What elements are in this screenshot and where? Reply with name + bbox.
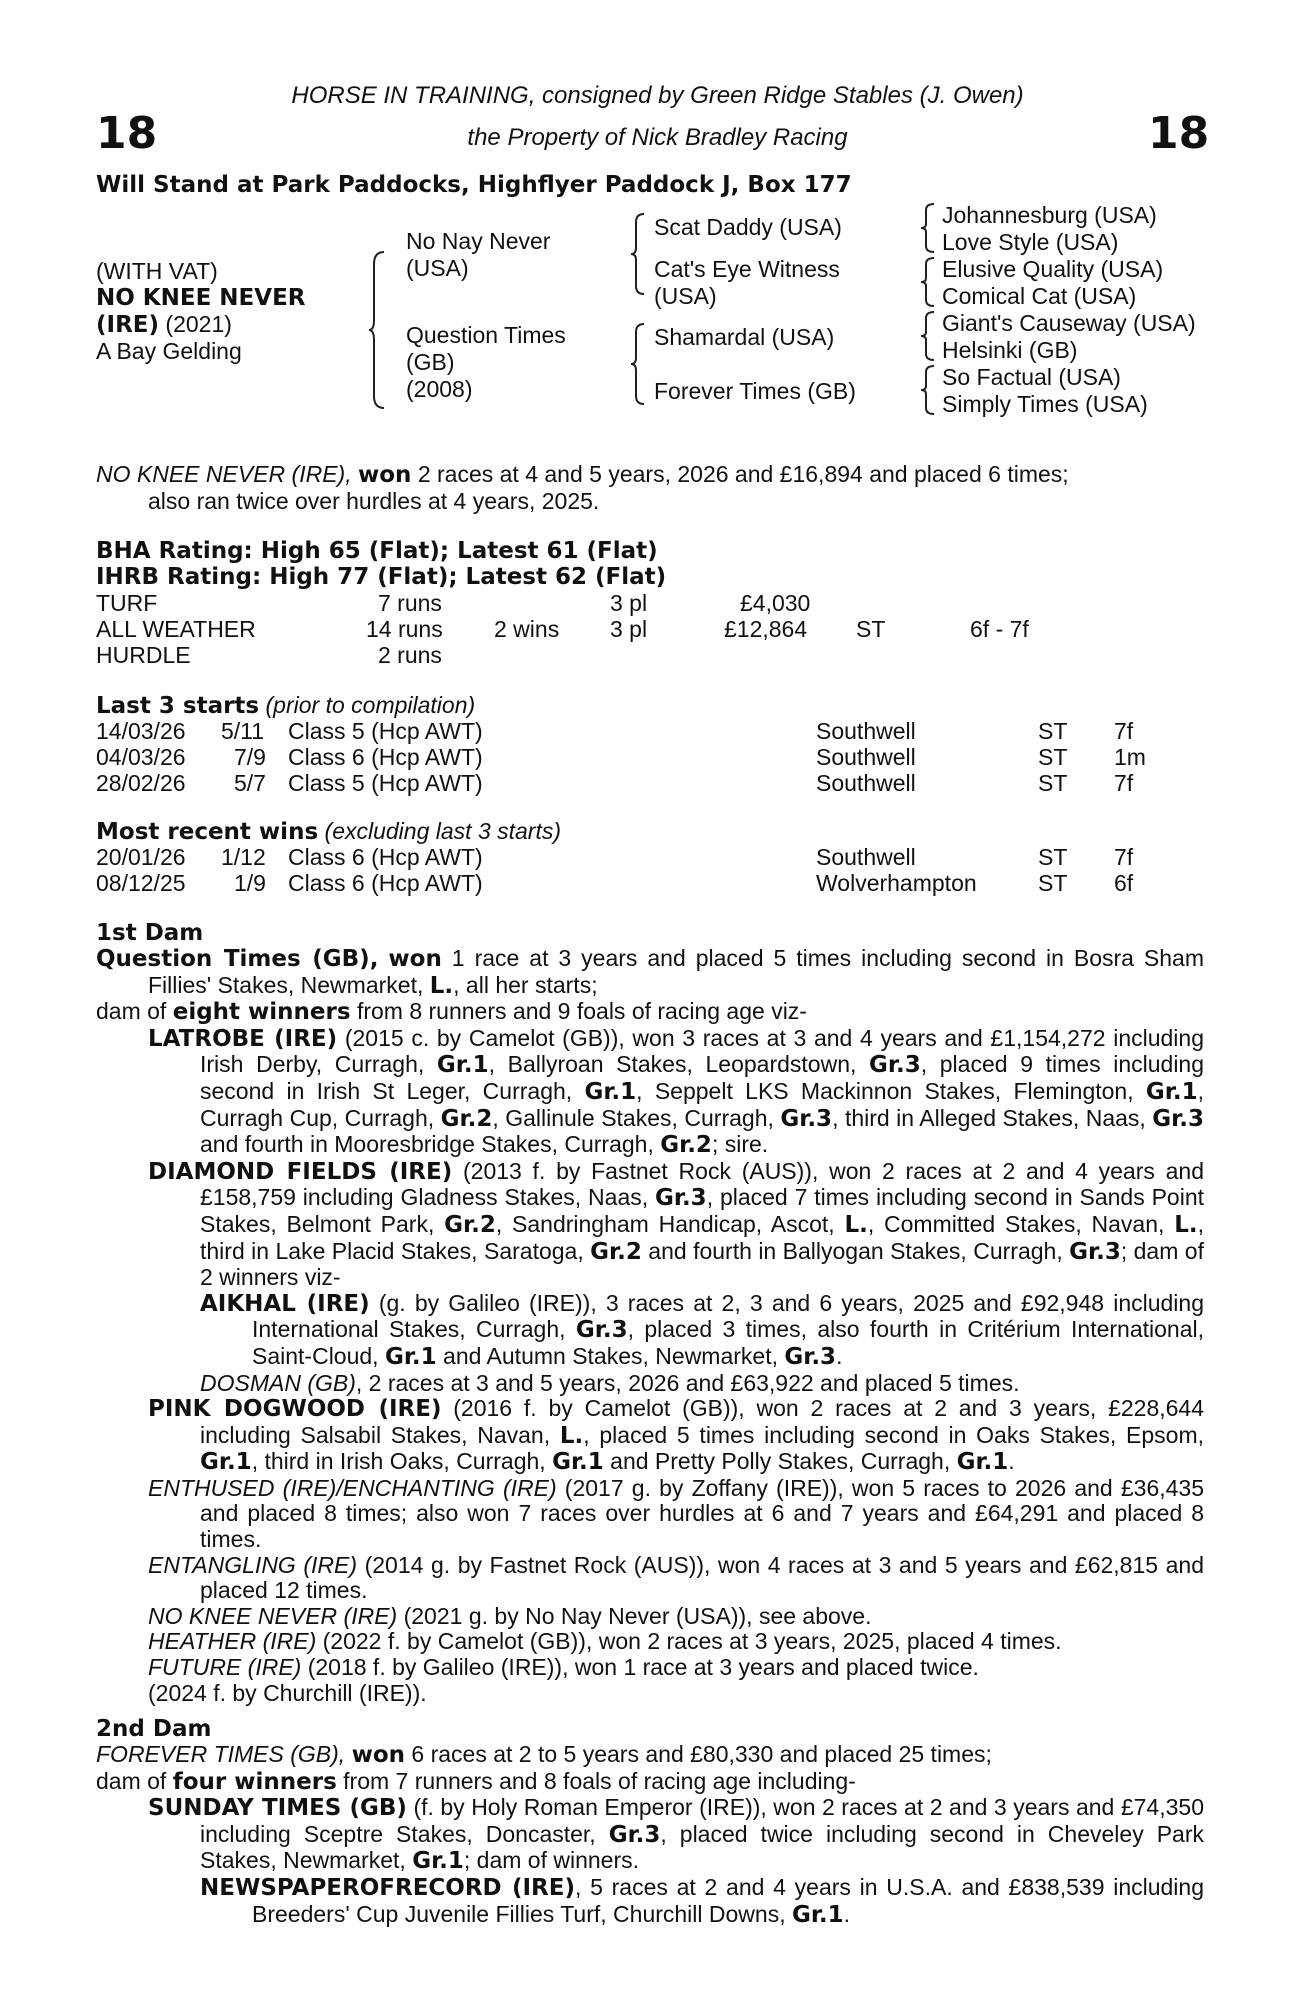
stand-location: Will Stand at Park Paddocks, Highflyer Paddock J, Box 177 — [96, 172, 852, 198]
horse-description: A Bay Gelding — [96, 338, 242, 364]
produce-diamond-fields: DIAMOND FIELDS (IRE) (2013 f. by Fastnet Rock (AUS)), won 2 races at 2 and 4 years and £158,759 including Gladness Stakes, Naas, Gr.3, placed 7 times including second in Sands Point Stakes, Belmont Park, Gr.2, Sandringham Handicap, Ascot, L., Committed Stakes, Navan, L., third in Lake Placid Stakes, Saratoga, Gr.2 and fourth in Ballyogan Stakes, Curragh, Gr.3; dam of 2 winners viz- — [148, 1157, 1204, 1291]
pedigree-brace-g3-1 — [920, 202, 938, 254]
pedigree-g3-7: So Factual (USA) — [942, 364, 1121, 390]
pedigree-g3-8: Simply Times (USA) — [942, 391, 1148, 417]
record-surface: ALL WEATHER — [96, 616, 256, 642]
start-position: 5/7 — [234, 770, 266, 796]
dam2-produce-summary: dam of four winners from 7 runners and 8 foals of racing age including- — [96, 1767, 856, 1795]
pedigree-sire: No Nay Never (USA) — [406, 228, 551, 281]
start-race: Class 5 (Hcp AWT) — [288, 718, 483, 744]
start-position: 5/11 — [221, 718, 265, 744]
win-course: Southwell — [816, 844, 916, 870]
pedigree-brace-g3-4 — [920, 364, 938, 416]
win-date: 08/12/25 — [96, 870, 186, 896]
consignment-line: HORSE IN TRAINING, consigned by Green Ridge Stables (J. Owen) — [291, 82, 1024, 109]
start-date: 04/03/26 — [96, 744, 186, 770]
start-course: Southwell — [816, 770, 916, 796]
vat-note: (WITH VAT) — [96, 258, 218, 284]
start-distance: 7f — [1114, 770, 1134, 796]
produce-2024-foal: (2024 f. by Churchill (IRE)). — [148, 1679, 427, 1706]
record-runs: 7 runs — [378, 590, 442, 616]
win-course: Wolverhampton — [816, 870, 977, 896]
win-race: Class 6 (Hcp AWT) — [288, 844, 483, 870]
bha-rating: BHA Rating: High 65 (Flat); Latest 61 (Flat) — [96, 538, 658, 564]
dam2-section — [96, 1742, 1204, 1928]
win-date: 20/01/26 — [96, 844, 186, 870]
recent-wins-heading: Most recent wins (excluding last 3 starts) — [96, 818, 562, 845]
pedigree-brace-sire — [630, 212, 648, 296]
start-course: Southwell — [816, 718, 916, 744]
pedigree-g3-4: Comical Cat (USA) — [942, 283, 1137, 309]
summary-line2: also ran twice over hurdles at 4 years, 2025. — [148, 487, 600, 514]
race-summary — [96, 462, 1204, 514]
record-runs: 2 runs — [378, 642, 442, 668]
start-race: Class 5 (Hcp AWT) — [288, 770, 483, 796]
lot-number-left: 18 — [96, 108, 158, 159]
produce-future: FUTURE (IRE) (2018 f. by Galileo (IRE)), won 1 race at 3 years and placed twice. — [148, 1654, 979, 1681]
pedigree-g3-1: Johannesburg (USA) — [942, 202, 1157, 228]
start-going: ST — [1038, 718, 1068, 744]
summary-won: won — [358, 462, 412, 488]
produce-enthused: ENTHUSED (IRE)/ENCHANTING (IRE) (2017 g. by Zoffany (IRE)), won 5 races to 2026 and £36,435 and placed 8 times; also won 7 races over hurdles at 6 and 7 years and £64,291 and placed 8 times. — [148, 1474, 1204, 1553]
produce-newspaperofrecord: NEWSPAPEROFRECORD (IRE), 5 races at 2 and 4 years in U.S.A. and £838,539 including Breeders' Cup Juvenile Fillies Turf, Churchill Downs, Gr.1. — [200, 1873, 1204, 1928]
dam1-section — [96, 946, 1204, 1706]
dam2-heading: 2nd Dam — [96, 1716, 212, 1742]
record-wins: 2 wins — [494, 616, 560, 642]
horse-identity — [96, 258, 306, 364]
record-going: ST — [856, 616, 886, 642]
record-prize: £4,030 — [740, 590, 811, 616]
dam2-intro: FOREVER TIMES (GB), won 6 races at 2 to 5 years and £80,330 and placed 25 times; — [96, 1741, 992, 1768]
record-prize: £12,864 — [724, 616, 808, 642]
pedigree-brace-g3-2 — [920, 256, 938, 308]
dam1-produce-summary: dam of eight winners from 8 runners and 9 foals of racing age viz- — [96, 998, 807, 1026]
start-race: Class 6 (Hcp AWT) — [288, 744, 483, 770]
pedigree-g3-5: Giant's Causeway (USA) — [942, 310, 1196, 336]
dam1-intro: Question Times (GB), won 1 race at 3 years and placed 5 times including second in Bosra Sham Fillies' Stakes, Newmarket, L., all her starts; — [96, 945, 1205, 999]
start-distance: 7f — [1114, 718, 1134, 744]
pedigree-sire-sire: Scat Daddy (USA) — [654, 214, 842, 240]
pedigree-brace-dam — [630, 322, 648, 406]
horse-name: NO KNEE NEVER — [96, 285, 306, 311]
produce-no-knee-never: NO KNEE NEVER (IRE) (2021 g. by No Nay Never (USA)), see above. — [148, 1602, 872, 1629]
produce-pink-dogwood: PINK DOGWOOD (IRE) (2016 f. by Camelot (GB)), won 2 races at 2 and 3 years, £228,644 including Salsabil Stakes, Navan, L., placed 5 times including second in Oaks Stakes, Epsom, Gr.1, third in Irish Oaks, Curragh, Gr.1 and Pretty Polly Stakes, Curragh, Gr.1. — [148, 1395, 1204, 1476]
produce-latrobe: LATROBE (IRE) (2015 c. by Camelot (GB)), won 3 races at 3 and 4 years and £1,154,272 including Irish Derby, Curragh, Gr.1, Ballyroan Stakes, Leopardstown, Gr.3, placed 9 times including second in Irish St Leger, Curragh, Gr.1, Seppelt LKS Mackinnon Stakes, Flemington, Gr.1, Curragh Cup, Curragh, Gr.2, Gallinule Stakes, Curragh, Gr.3, third in Alleged Stakes, Naas, Gr.3 and fourth in Mooresbridge Stakes, Curragh, Gr.2; sire. — [148, 1024, 1205, 1159]
start-distance: 1m — [1114, 744, 1146, 770]
record-distance: 6f - 7f — [970, 616, 1029, 642]
win-position: 1/9 — [234, 870, 266, 896]
produce-dosman: DOSMAN (GB), 2 races at 3 and 5 years, 2026 and £63,922 and placed 5 times. — [200, 1369, 1020, 1396]
pedigree-dam: Question Times (GB) (2008) — [406, 322, 566, 402]
last3-heading: Last 3 starts (prior to compilation) — [96, 692, 476, 719]
pedigree-dam-dam: Forever Times (GB) — [654, 378, 856, 404]
record-surface: TURF — [96, 590, 158, 616]
record-placed: 3 pl — [610, 616, 648, 642]
summary-line1: 2 races at 4 and 5 years, 2026 and £16,894 and placed 6 times; — [411, 461, 1069, 487]
start-course: Southwell — [816, 744, 916, 770]
record-runs: 14 runs — [366, 616, 443, 642]
pedigree-g3-2: Love Style (USA) — [942, 229, 1119, 255]
win-distance: 7f — [1114, 844, 1134, 870]
win-race: Class 6 (Hcp AWT) — [288, 870, 483, 896]
produce-heather: HEATHER (IRE) (2022 f. by Camelot (GB)), won 2 races at 3 years, 2025, placed 4 times. — [148, 1628, 1062, 1655]
win-going: ST — [1038, 844, 1068, 870]
produce-sunday-times: SUNDAY TIMES (GB) (f. by Holy Roman Emperor (IRE)), won 2 races at 2 and 3 years and £74,350 including Sceptre Stakes, Doncaster, Gr.3, placed twice including second in Cheveley Park Stakes, Newmarket, Gr.1; dam of winners. — [148, 1794, 1204, 1875]
produce-aikhal: AIKHAL (IRE) (g. by Galileo (IRE)), 3 races at 2, 3 and 6 years, 2025 and £92,948 including International Stakes, Curragh, Gr.3, placed 3 times, also fourth in Critérium International, Saint-Cloud, Gr.1 and Autumn Stakes, Newmarket, Gr.3. — [200, 1289, 1204, 1370]
record-surface: HURDLE — [96, 642, 191, 668]
start-date: 14/03/26 — [96, 718, 186, 744]
dam1-heading: 1st Dam — [96, 920, 204, 946]
property-line: the Property of Nick Bradley Racing — [467, 124, 848, 151]
start-position: 7/9 — [234, 744, 266, 770]
start-going: ST — [1038, 744, 1068, 770]
pedigree-dam-sire: Shamardal (USA) — [654, 324, 835, 350]
pedigree-sire-dam: Cat's Eye Witness (USA) — [654, 256, 840, 309]
produce-entangling: ENTANGLING (IRE) (2014 g. by Fastnet Rock (AUS)), won 4 races at 3 and 5 years and £62,815 and placed 12 times. — [148, 1551, 1204, 1604]
pedigree-brace-main — [368, 250, 388, 410]
pedigree-brace-g3-3 — [920, 310, 938, 362]
win-going: ST — [1038, 870, 1068, 896]
summary-horse-name: NO KNEE NEVER (IRE), — [96, 461, 352, 487]
win-position: 1/12 — [221, 844, 266, 870]
horse-year: (2021) — [165, 311, 232, 337]
lot-number-right: 18 — [1148, 108, 1210, 159]
horse-name-suffix: (IRE) — [96, 312, 160, 338]
record-placed: 3 pl — [610, 590, 648, 616]
start-going: ST — [1038, 770, 1068, 796]
pedigree-g3-3: Elusive Quality (USA) — [942, 256, 1164, 282]
start-date: 28/02/26 — [96, 770, 186, 796]
pedigree-g3-6: Helsinki (GB) — [942, 337, 1078, 363]
win-distance: 6f — [1114, 870, 1134, 896]
ihrb-rating: IHRB Rating: High 77 (Flat); Latest 62 (Flat) — [96, 564, 667, 590]
